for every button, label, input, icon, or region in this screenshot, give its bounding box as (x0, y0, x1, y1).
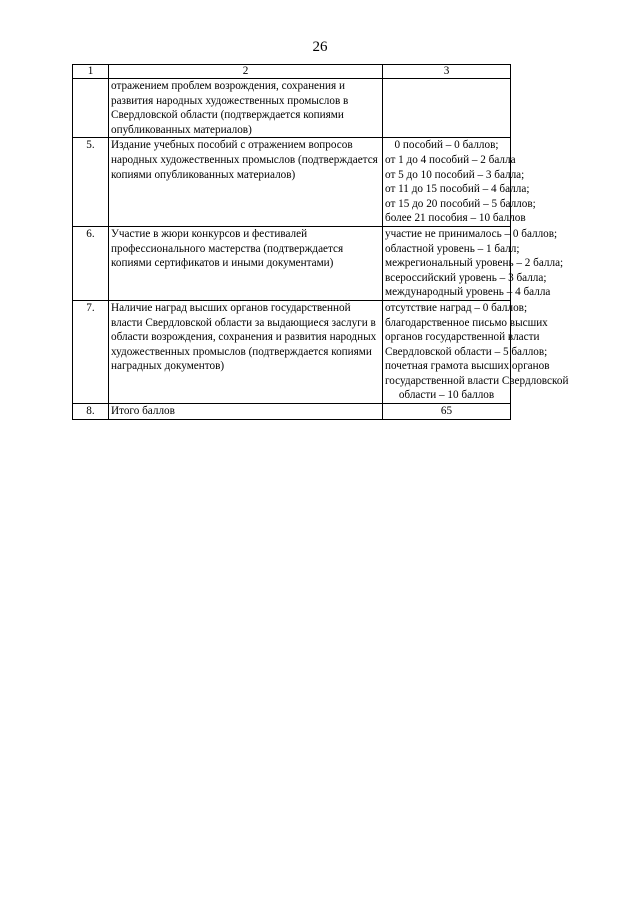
score-line: благодарственное письмо высших (385, 316, 548, 329)
score-line: органов государственной власти (385, 331, 540, 344)
column-criterion-header: 2 (109, 65, 383, 79)
score-line: от 15 до 20 пособий – 5 баллов; (385, 197, 536, 210)
score-line: межрегиональный уровень – 2 балла; (385, 257, 564, 270)
score-line: почетная грамота высших органов (385, 360, 550, 373)
score-line: участие не принималось – 0 баллов; (385, 227, 558, 240)
column-score-header: 3 (383, 65, 511, 79)
column-number-header: 1 (73, 65, 109, 79)
score-cell (383, 79, 511, 138)
row-number (73, 79, 109, 138)
score-line: от 5 до 10 пособий – 3 балла; (385, 168, 525, 181)
table-row (73, 300, 511, 403)
score-line: международный уровень – 4 балла (385, 286, 551, 299)
table-row (73, 79, 511, 138)
criterion-text: Издание учебных пособий с отражением вопросов народных художественных промыслов (подтверждается копиями опубликованных материалов) (109, 138, 383, 227)
criterion-text: Участие в жюри конкурсов и фестивалей профессионального мастерства (подтверждается копиями сертификатов и иными документами) (109, 226, 383, 300)
row-number: 7. (73, 300, 109, 403)
table-row (73, 138, 511, 227)
score-cell (383, 226, 564, 300)
score-line: областной уровень – 1 балл; (385, 242, 520, 255)
score-line: области – 10 баллов (398, 389, 495, 402)
score-cell (383, 138, 536, 227)
score-line: от 1 до 4 пособий – 2 балла (385, 153, 516, 166)
page-number: 26 (312, 39, 328, 55)
row-number: 6. (73, 226, 109, 300)
row-number: 5. (73, 138, 109, 227)
score-line: государственной власти Свердловской (385, 374, 569, 387)
score-cell (383, 300, 569, 403)
row-number: 8. (73, 404, 109, 420)
total-label: Итого баллов (109, 404, 383, 420)
criterion-text: отражением проблем возрождения, сохранения и развития народных художественных промыслов в Свердловской области (подтверждается копиями опубликованных материалов) (109, 79, 383, 138)
criterion-text: Наличие наград высших органов государственной власти Свердловской области за выдающиеся заслуги в области возрождения, сохранения и развития народных художественных промыслов (подтверждается копиями наградных документов) (109, 300, 383, 403)
score-line: отсутствие наград – 0 баллов; (385, 301, 528, 314)
table-row (73, 404, 511, 420)
table-header-row (73, 65, 511, 79)
score-line: Свердловской области – 5 баллов; (385, 345, 548, 358)
total-value: 65 (383, 404, 511, 420)
score-line: более 21 пособия – 10 баллов (385, 212, 526, 225)
score-line: от 11 до 15 пособий – 4 балла; (385, 183, 530, 196)
criteria-table (72, 64, 569, 420)
score-line: 0 пособий – 0 баллов; (394, 139, 499, 152)
table-row (73, 226, 511, 300)
score-line: всероссийский уровень – 3 балла; (385, 271, 547, 284)
